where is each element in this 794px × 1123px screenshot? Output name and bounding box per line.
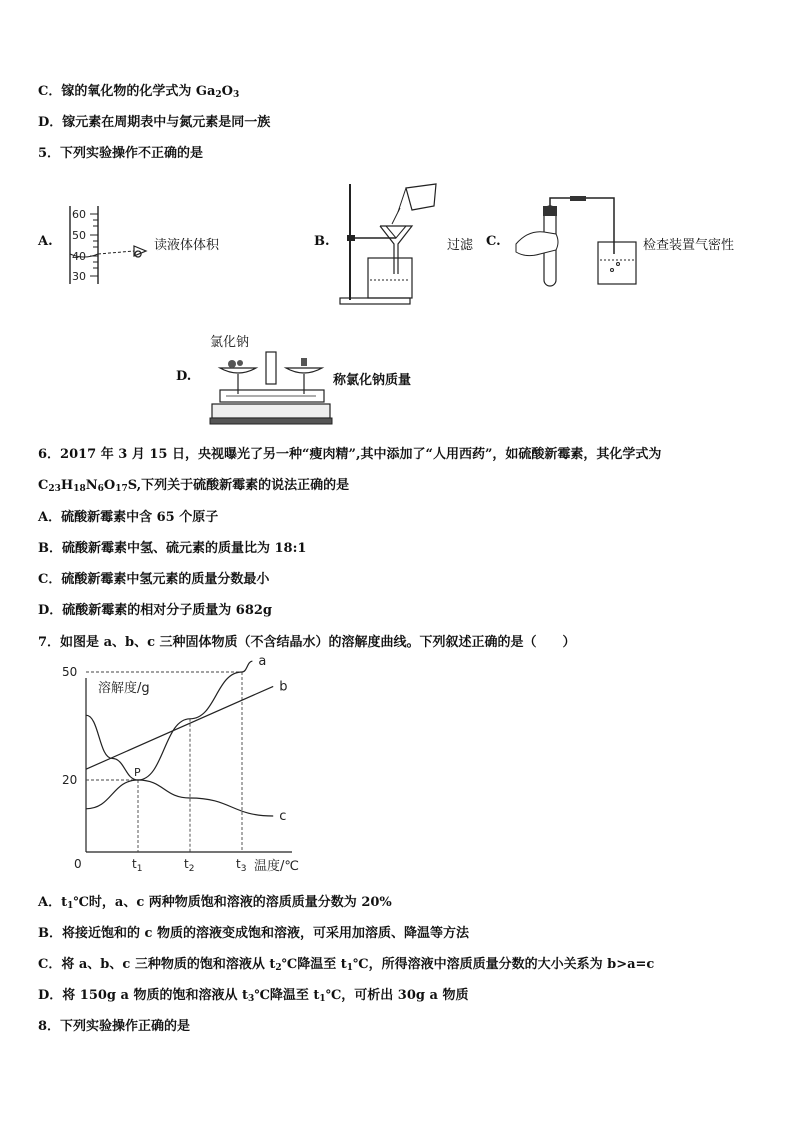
q6-option-c: C．硫酸新霉素中氢元素的质量分数最小 — [38, 572, 270, 587]
q7-option-a: A．$t_1℃$时，a、c 两种物质饱和溶液的溶质质量分数为 20% — [38, 895, 392, 911]
y-tick-label: 50 — [62, 665, 78, 679]
q5-d-letter: D. — [176, 369, 192, 384]
x-axis-label: 温度/℃ — [254, 859, 299, 874]
q6-option-b: B．硫酸新霉素中氢、硫元素的质量比为 18:1 — [38, 541, 307, 556]
q6-option-a: A．硫酸新霉素中含 65 个原子 — [38, 510, 219, 525]
scale-60: 60 — [72, 208, 86, 221]
y-tick-label: 20 — [62, 773, 78, 787]
graduated-cylinder-figure — [62, 204, 158, 286]
beaker-pouring — [406, 184, 436, 210]
q6-option-d: D．硫酸新霉素的相对分子质量为 682g — [38, 603, 273, 618]
hand-icon — [516, 232, 558, 256]
q5-stem: 5．下列实验操作不正确的是 — [38, 146, 204, 161]
filtration-figure — [336, 182, 444, 310]
curve-c — [86, 715, 273, 816]
scale-40: 40 — [72, 250, 86, 263]
q5-c-caption: 检查装置气密性 — [643, 238, 735, 253]
q5-c-letter: C. — [486, 234, 501, 249]
series-label-b: b — [279, 679, 288, 695]
eye-icon — [134, 246, 146, 257]
q7-option-b: B．将接近饱和的 c 物质的溶液变成饱和溶液，可采用加溶质、降温等方法 — [38, 926, 469, 941]
series-label-c: c — [279, 809, 287, 824]
point-label-p: P — [134, 766, 141, 779]
solubility-chart — [56, 654, 316, 878]
q6-stem: 6．2017 年 3 月 15 日，央视曝光了另一种“瘦肉精”,其中添加了“人用西药”，如硫酸新霉素，其化学式为 — [38, 447, 662, 462]
q5-d-caption: 称氯化钠质量 — [333, 373, 412, 388]
q7-stem: 7．如图是 a、b、c 三种固体物质（不含结晶水）的溶解度曲线。下列叙述正确的是（ ） — [38, 635, 576, 650]
balance-figure — [208, 346, 332, 426]
x-tick-label: $t_1$ — [132, 857, 143, 874]
q8-stem: 8．下列实验操作正确的是 — [38, 1019, 191, 1034]
q7-option-c: C．将 a、b、c 三种物质的饱和溶液从 $t_2℃$降温至 $t_1℃$，所得溶液中溶质质量分数的大小关系为 b>a=c — [38, 957, 655, 973]
scale-30: 30 — [72, 270, 86, 283]
q4-option-d: D．镓元素在周期表中与氮元素是同一族 — [38, 115, 271, 130]
q7-option-d: D．将 150g a 物质的饱和溶液从 $t_3℃$降温至 $t_1℃$，可析出 30g a 物质 — [38, 988, 469, 1004]
x-tick-label: $t_2$ — [184, 857, 195, 874]
scale-50: 50 — [72, 229, 86, 242]
curve-b — [86, 686, 273, 769]
q5-b-caption: 过滤 — [447, 238, 474, 253]
q5-d-label: 氯化钠 — [210, 335, 250, 350]
y-axis-label: 溶解度/g — [98, 681, 150, 696]
airtightness-figure — [510, 194, 642, 294]
q4-option-c: C．镓的氧化物的化学式为 $Ga_2O_3$ — [38, 84, 240, 100]
q5-b-letter: B. — [314, 234, 330, 249]
q5-a-caption: 读液体体积 — [154, 238, 220, 253]
series-label-a: a — [258, 654, 267, 670]
q6-formula: $C_{23}H_{18}N_6O_{17}S$,下列关于硫酸新霉素的说法正确的是 — [38, 478, 350, 494]
origin-label: 0 — [74, 857, 82, 871]
x-tick-label: $t_3$ — [236, 857, 247, 874]
q5-a-letter: A. — [38, 234, 53, 249]
